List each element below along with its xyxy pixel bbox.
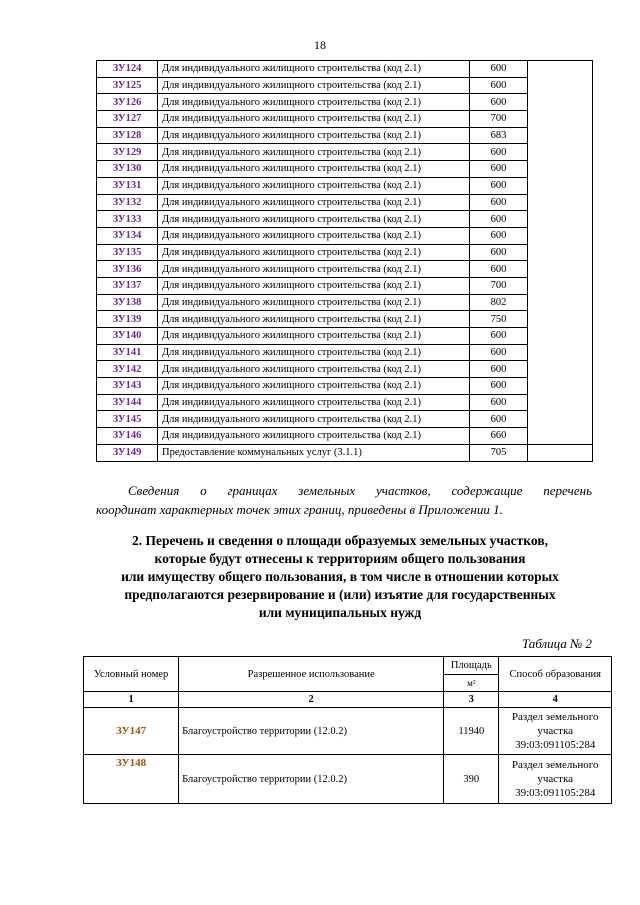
plot-code: ЗУ135 — [97, 244, 158, 261]
plot-use: Для индивидуального жилищного строительства (код 2.1) — [158, 194, 470, 211]
table-row — [97, 344, 593, 361]
table-row — [97, 244, 593, 261]
note-line-2: координат характерных точек этих границ, приведены в Приложении 1. — [96, 502, 503, 517]
plot-use: Для индивидуального жилищного строительства (код 2.1) — [158, 411, 470, 428]
header-formation-method: Способ образования — [499, 657, 612, 692]
table-row — [97, 194, 593, 211]
empty-merged-cell — [528, 61, 593, 445]
plot-use: Для индивидуального жилищного строительства (код 2.1) — [158, 144, 470, 161]
plot-area: 600 — [470, 394, 528, 411]
plot-code: ЗУ148 — [84, 755, 179, 804]
plot-use: Для индивидуального жилищного строительства (код 2.1) — [158, 394, 470, 411]
table-caption: Таблица № 2 — [521, 636, 592, 651]
plot-area: 600 — [470, 77, 528, 94]
table-row — [97, 411, 593, 428]
table-row — [84, 708, 612, 755]
plot-area: 600 — [470, 378, 528, 395]
plot-use: Для индивидуального жилищного строительства (код 2.1) — [158, 344, 470, 361]
note-line-1: Сведения о границах земельных участков, содержащие перечень — [128, 483, 592, 498]
land-plots-table-continued — [96, 60, 593, 462]
formation-method: Раздел земельного участка 39:03:091105:284 — [499, 755, 612, 804]
table-row — [97, 177, 593, 194]
plot-code: ЗУ141 — [97, 344, 158, 361]
plot-use: Для индивидуального жилищного строительства (код 2.1) — [158, 428, 470, 445]
table-row — [97, 361, 593, 378]
plot-use: Для индивидуального жилищного строительства (код 2.1) — [158, 94, 470, 111]
plot-area: 600 — [470, 194, 528, 211]
plot-use: Для индивидуального жилищного строительства (код 2.1) — [158, 244, 470, 261]
heading-line: предполагаются резервирование и (или) изъятие для государственных — [124, 587, 556, 602]
plot-use: Для индивидуального жилищного строительства (код 2.1) — [158, 177, 470, 194]
heading-line: 2. Перечень и сведения о площади образуемых земельных участков, — [132, 533, 548, 548]
plot-use: Для индивидуального жилищного строительства (код 2.1) — [158, 127, 470, 144]
plot-area: 660 — [470, 428, 528, 445]
plot-use: Благоустройство территории (12.0.2) — [179, 755, 444, 804]
column-number: 4 — [499, 692, 612, 708]
plot-code: ЗУ125 — [97, 77, 158, 94]
plot-code: ЗУ145 — [97, 411, 158, 428]
plot-area: 600 — [470, 61, 528, 78]
plot-area: 600 — [470, 244, 528, 261]
plot-use: Для индивидуального жилищного строительства (код 2.1) — [158, 277, 470, 294]
table-row — [97, 61, 593, 78]
plot-code: ЗУ149 — [97, 444, 158, 461]
header-area-unit: м² — [444, 674, 499, 692]
plot-code: ЗУ130 — [97, 161, 158, 178]
formation-method: Раздел земельного участка 39:03:091105:284 — [499, 708, 612, 755]
plot-code: ЗУ124 — [97, 61, 158, 78]
section-heading — [80, 532, 600, 622]
plot-area: 705 — [470, 444, 528, 461]
column-number: 1 — [84, 692, 179, 708]
plot-use: Для индивидуального жилищного строительства (код 2.1) — [158, 361, 470, 378]
column-number: 2 — [179, 692, 444, 708]
plot-use: Для индивидуального жилищного строительства (код 2.1) — [158, 161, 470, 178]
plot-area: 600 — [470, 94, 528, 111]
plot-area: 700 — [470, 111, 528, 128]
plot-code: ЗУ142 — [97, 361, 158, 378]
plot-use: Предоставление коммунальных услуг (3.1.1) — [158, 444, 470, 461]
plot-use: Для индивидуального жилищного строительства (код 2.1) — [158, 378, 470, 395]
plot-use: Для индивидуального жилищного строительства (код 2.1) — [158, 261, 470, 278]
plot-code: ЗУ129 — [97, 144, 158, 161]
table-row — [97, 394, 593, 411]
plot-code: ЗУ144 — [97, 394, 158, 411]
heading-line: или муниципальных нужд — [258, 605, 422, 620]
plot-area: 683 — [470, 127, 528, 144]
plot-code: ЗУ134 — [97, 227, 158, 244]
plot-code: ЗУ140 — [97, 328, 158, 345]
plot-code: ЗУ132 — [97, 194, 158, 211]
plot-area: 600 — [470, 177, 528, 194]
table-row — [97, 328, 593, 345]
heading-line: или имуществу общего пользования, в том числе в отношении которых — [121, 569, 559, 584]
table-row — [97, 261, 593, 278]
header-row — [84, 657, 612, 675]
plot-use: Для индивидуального жилищного строительства (код 2.1) — [158, 328, 470, 345]
plot-area: 600 — [470, 227, 528, 244]
header-area: Площадь — [444, 657, 499, 675]
page-number: 18 — [314, 38, 326, 52]
plot-area: 11940 — [444, 708, 499, 755]
table-row — [97, 111, 593, 128]
table-row — [97, 277, 593, 294]
table-row — [97, 161, 593, 178]
plot-use: Для индивидуального жилищного строительства (код 2.1) — [158, 61, 470, 78]
plot-area: 600 — [470, 411, 528, 428]
table-row — [97, 294, 593, 311]
plot-area: 600 — [470, 328, 528, 345]
table-row — [84, 755, 612, 804]
empty-cell — [528, 444, 593, 461]
column-numbers-row — [84, 692, 612, 708]
plot-code: ЗУ138 — [97, 294, 158, 311]
plot-area: 600 — [470, 361, 528, 378]
plot-code: ЗУ137 — [97, 277, 158, 294]
table-row — [97, 311, 593, 328]
plot-area: 600 — [470, 161, 528, 178]
plot-area: 600 — [470, 344, 528, 361]
plot-area: 600 — [470, 261, 528, 278]
header-conditional-number: Условный номер — [84, 657, 179, 692]
plot-use: Для индивидуального жилищного строительства (код 2.1) — [158, 227, 470, 244]
heading-line: которые будут отнесены к территориям общего пользования — [154, 551, 526, 566]
boundaries-note — [96, 481, 592, 519]
table-row — [97, 444, 593, 461]
plot-code: ЗУ126 — [97, 94, 158, 111]
plot-code: ЗУ147 — [84, 708, 179, 755]
plot-area: 750 — [470, 311, 528, 328]
plot-area: 600 — [470, 211, 528, 228]
plot-code: ЗУ143 — [97, 378, 158, 395]
plot-area: 802 — [470, 294, 528, 311]
plot-use: Для индивидуального жилищного строительства (код 2.1) — [158, 211, 470, 228]
plot-code: ЗУ139 — [97, 311, 158, 328]
plot-code: ЗУ131 — [97, 177, 158, 194]
table-row — [97, 227, 593, 244]
table-row — [97, 127, 593, 144]
table-row — [97, 428, 593, 445]
plot-code: ЗУ136 — [97, 261, 158, 278]
column-number: 3 — [444, 692, 499, 708]
plot-code: ЗУ128 — [97, 127, 158, 144]
plot-area: 390 — [444, 755, 499, 804]
table-row — [97, 211, 593, 228]
plot-code: ЗУ133 — [97, 211, 158, 228]
plot-code: ЗУ127 — [97, 111, 158, 128]
table-row — [97, 144, 593, 161]
plot-area: 600 — [470, 144, 528, 161]
public-land-plots-table — [83, 656, 612, 804]
plot-area: 700 — [470, 277, 528, 294]
table-row — [97, 77, 593, 94]
plot-use: Для индивидуального жилищного строительства (код 2.1) — [158, 294, 470, 311]
table-row — [97, 94, 593, 111]
plot-code: ЗУ146 — [97, 428, 158, 445]
header-permitted-use: Разрешенное использование — [179, 657, 444, 692]
table-row — [97, 378, 593, 395]
plot-use: Для индивидуального жилищного строительства (код 2.1) — [158, 111, 470, 128]
plot-use: Для индивидуального жилищного строительства (код 2.1) — [158, 77, 470, 94]
plot-use: Благоустройство территории (12.0.2) — [179, 708, 444, 755]
plot-use: Для индивидуального жилищного строительства (код 2.1) — [158, 311, 470, 328]
